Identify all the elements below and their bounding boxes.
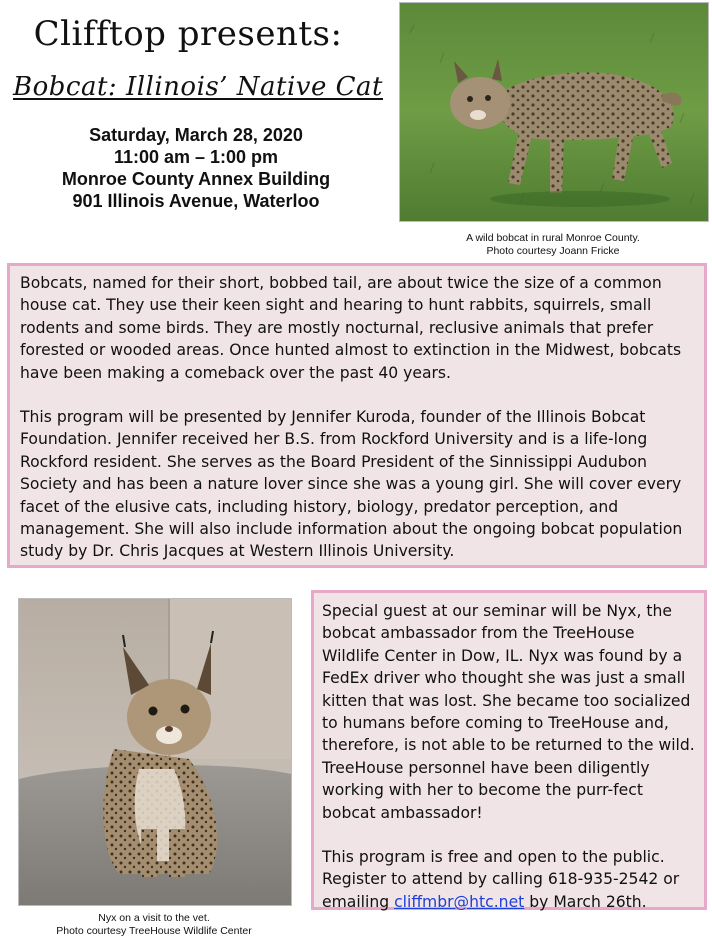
- wild-bobcat-photo: [399, 2, 709, 222]
- registration-paragraph: [322, 846, 696, 913]
- description-box: [7, 263, 707, 568]
- bottom-caption-line1: Nyx on a visit to the vet.: [98, 912, 210, 924]
- email-link[interactable]: cliffmbr@htc.net: [394, 892, 525, 911]
- top-caption-line2: Photo courtesy Joann Fricke: [486, 245, 620, 257]
- event-title: Bobcat: Illinois’ Native Cat: [13, 72, 383, 102]
- top-photo-caption: [399, 232, 707, 258]
- event-details: [0, 124, 392, 212]
- description-paragraph-1: Bobcats, named for their short, bobbed tail, are about twice the size of a common house cat. They use their keen sight and hearing to hunt rabbits, squirrels, small rodents and some birds. They are mostly nocturnal, reclusive animals that prefer forested or wooded areas. Once hunted almost to extinction in the Midwest, bobcats have been making a comeback over the past 40 years.: [20, 274, 682, 382]
- event-date: Saturday, March 28, 2020: [89, 125, 303, 145]
- registration-deadline: by March 26th.: [524, 892, 647, 911]
- event-address: 901 Illinois Avenue, Waterloo: [72, 191, 320, 211]
- registration-text: This program is free and open to the public. Register to attend by calling 618-935-2542 or emailing: [322, 848, 680, 911]
- event-venue: Monroe County Annex Building: [61, 169, 331, 189]
- event-time: 11:00 am – 1:00 pm: [113, 147, 279, 167]
- description-paragraph-2: This program will be presented by Jennifer Kuroda, founder of the Illinois Bobcat Foundation. Jennifer received her B.S. from Rockford University and is a life-long Rockford resident. She serves as the Board President of the Sinnissippi Audubon Society and has been a nature lover since she was a young girl. She will cover every facet of the elusive cats, including history, biology, predator perception, and management. She will also include information about the ongoing bobcat population study by Dr. Chris Jacques at Western Illinois University.: [20, 408, 683, 561]
- top-caption-line1: A wild bobcat in rural Monroe County.: [466, 232, 640, 244]
- bottom-caption-line2: Photo courtesy TreeHouse Wildlife Center: [56, 925, 252, 937]
- special-guest-box: [311, 590, 707, 910]
- bottom-photo-caption: [18, 912, 290, 938]
- special-guest-paragraph: Special guest at our seminar will be Nyx, the bobcat ambassador from the TreeHouse Wildlife Center in Dow, IL. Nyx was found by a FedEx driver who thought she was just a small kitten that was lost. She became too socialized to humans before coming to TreeHouse and, therefore, is not able to be returned to the wild. TreeHouse personnel have been diligently working with her to become the purr-fect bobcat ambassador!: [322, 602, 695, 822]
- presenter-title: Clifftop presents:: [33, 14, 343, 54]
- nyx-bobcat-photo: [18, 598, 292, 906]
